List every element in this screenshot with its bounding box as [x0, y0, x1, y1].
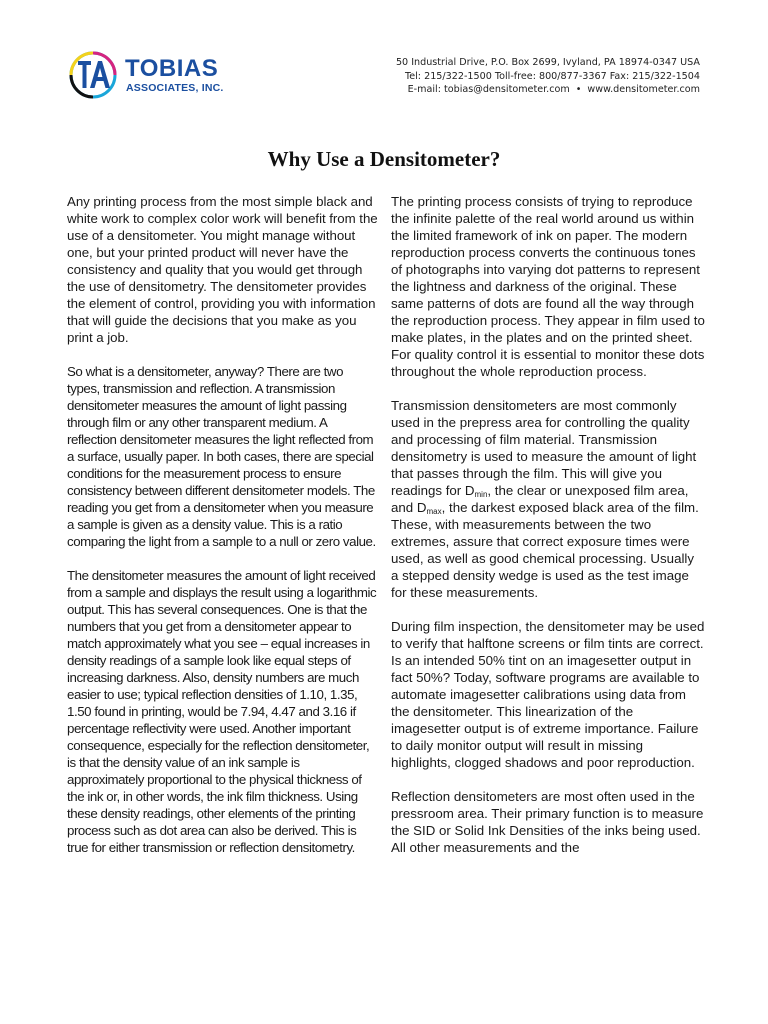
- right-paragraph-1: The printing process consists of trying to reproduce the infinite palette of the real world around us within the limited framework of ink on paper. The modern reproduction process converts the continuous tones of photographs into varying dot patterns to represent the lightness and darkness of the original. These same patterns of dots are found all the way through the reproduction process. They appear in film used to make plates, in the plates and on the printed sheet. For quality control it is essential to monitor these dots throughout the whole reproduction process.: [391, 194, 705, 379]
- left-column: [67, 193, 379, 873]
- email-link[interactable]: E-mail: tobias@densitometer.com: [407, 84, 570, 95]
- left-paragraph-3: The densitometer measures the amount of light received from a sample and displays the result using a logarithmic output. This has several consequences. One is that the numbers that you get from a densitometer appear to match approximately what you see – equal increases in density readings of a sample look like equal steps of increasing darkness. Also, density numbers are much easier to use; typical reflection densities of 1.10, 1.35, 1.50 found in printing, would be 7.94, 4.47 and 3.16 if percentage reflectivity were used. Another important consequence, especially for the reflection densitometer, is that the density value of an ink sample is approximately proportional to the physical thickness of the ink or, in other words, the ink film thickness. Using these density readings, other elements of the printing process such as dot area can also be derived. This is true for either transmission or reflection densitometry.: [67, 568, 377, 855]
- phone-line: [360, 70, 700, 84]
- right-column: [391, 193, 705, 873]
- address-line: 50 Industrial Drive, P.O. Box 2699, Ivyland, PA 18974-0347 USA: [395, 57, 700, 68]
- dmax-subscript: max: [426, 507, 442, 516]
- right-paragraph-2-part-c: , the darkest exposed black area of the film. These, with measurements between the two extremes, assure that correct exposure times were used, as well as good chemical processing. Usually a stepped density wedge is used as the test image for these measurements.: [391, 500, 699, 600]
- dmin-subscript: min: [474, 490, 488, 499]
- right-paragraph-4: Reflection densitometers are most often used in the pressroom area. Their primary function is to measure the SID or Solid Ink Densities of the inks being used. All other measurements and the: [391, 789, 704, 855]
- email-web-line: [360, 83, 700, 97]
- fax-number: Fax: 215/322-1504: [609, 70, 700, 82]
- tollfree-number: Toll-free: 800/877-3367: [494, 70, 607, 82]
- company-name: TOBIAS: [125, 55, 219, 82]
- right-paragraph-2-part-a: Transmission densitometers are most commonly used in the prepress area for controlling the quality and processing of film material. Transmission densitometry is used to measure the amount of light that passes through the film. This will give you readings for D: [391, 398, 697, 498]
- right-paragraph-3: During film inspection, the densitometer may be used to verify that halftone screens or film tints are correct. Is an intended 50% tint on an imagesetter output in fact 50%? Today, software programs are available to automate imagesetter calibrations using data from the densitometer. This linearization of the imagesetter output is of extreme importance. Failure to daily monitor output will result in missing highlights, clogged shadows and poor reproduction.: [391, 619, 705, 770]
- contact-info: [360, 56, 700, 97]
- company-subtitle: ASSOCIATES, INC.: [126, 82, 224, 94]
- left-paragraph-2: So what is a densitometer, anyway? There are two types, transmission and reflection. A transmission densitometer measures the amount of light passing through film or any other transparent medium. A reflection densitometer measures the light reflected from a surface, usually paper. In both cases, there are special conditions for the measurement process to ensure consistency between different densitometer models. The reading you get from a densitometer when you measure a sample is given as a density value. This is a ratio comparing the light from a sample to a null or zero value.: [67, 364, 376, 549]
- tel-number: Tel: 215/322-1500: [405, 70, 492, 82]
- tobias-logo-icon: [68, 50, 118, 100]
- right-paragraph-2: [391, 397, 705, 601]
- website-link[interactable]: www.densitometer.com: [587, 84, 700, 95]
- left-paragraph-1: Any printing process from the most simple black and white work to complex color work will benefit from the use of a densitometer. You might manage without one, but your printed product will never have the consistency and quality that you would get through the use of densitometry. The densitometer provides the element of control, providing you with information that will guide the decisions that you make as you print a job.: [67, 194, 378, 345]
- company-logo: [68, 50, 236, 100]
- right-paragraph-2-part-b: , the clear or unexposed film area, and D: [391, 483, 689, 515]
- page-title: Why Use a Densitometer?: [267, 147, 501, 171]
- bullet-separator: •: [575, 84, 582, 95]
